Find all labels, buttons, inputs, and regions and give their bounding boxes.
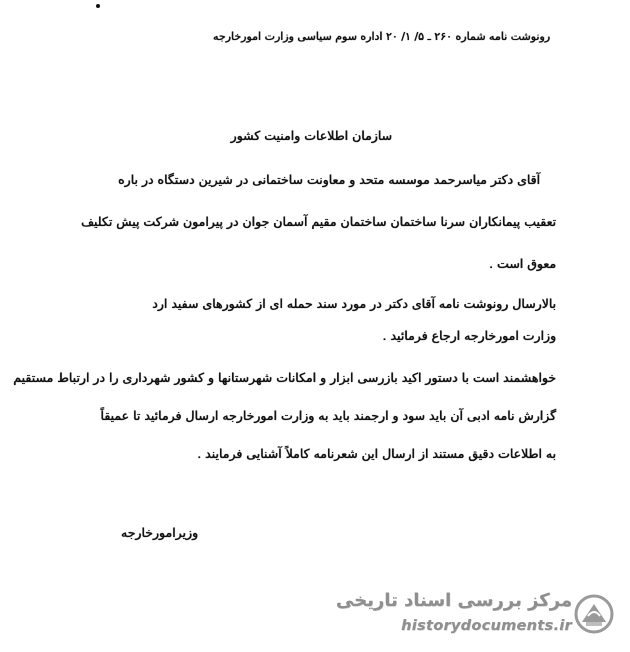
watermark <box>336 588 616 644</box>
watermark-title: مرکز بررسی اسناد تاریخی <box>335 590 572 611</box>
paragraph-3-line-1: خواهشمند است با دستور اکید بازرسی ابزار و امکانات شهرستانها و کشور شهرداری را در ارتباط مستقیم <box>13 370 556 385</box>
paragraph-2-line-1: بالارسال رونوشت نامه آقای دکتر در مورد سند حمله ای از کشورهای سفید ارد <box>152 296 556 311</box>
paragraph-3-line-2: گزارش نامه ادبی آن باید سود و ارجمند باید به وزارت امورخارجه ارسال فرمائید تا عمیقاً <box>100 408 556 423</box>
paragraph-3-line-3: به اطلاعات دقیق مستند از ارسال این شعرنامه کاملاً آشنایی فرمایند . <box>197 446 556 461</box>
recipient-heading: سازمان اطلاعات وامنیت کشور <box>230 128 392 143</box>
watermark-url: historydocuments.ir <box>401 618 572 634</box>
paragraph-2-line-2: وزارت امورخارجه ارجاع فرمائید . <box>382 328 556 343</box>
archive-emblem-icon <box>574 592 614 636</box>
paragraph-1-line-3: معوق است . <box>488 256 556 271</box>
scan-speck <box>96 4 100 8</box>
signature-title: وزیرامورخارجه <box>120 525 198 540</box>
document-reference-line: رونوشت نامه شماره ۲۶۰ ـ ۵/ ۱/ ۲۰ اداره سوم سیاسی وزارت امورخارجه <box>212 30 550 43</box>
paragraph-1-line-2: تعقیب پیمانکاران سرنا ساختمان ساختمان مقیم آسمان جوان در پیرامون شرکت پیش تکلیف <box>80 214 556 229</box>
paragraph-1-line-1: آقای دکتر میاسرحمد موسسه متحد و معاونت ساختمانی در شیرین دستگاه در باره <box>117 172 540 187</box>
